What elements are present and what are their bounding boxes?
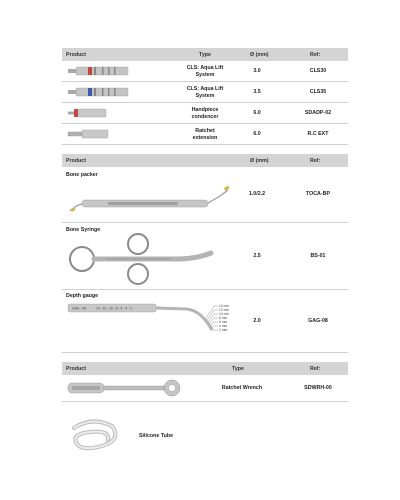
ref-cell: CLS30 xyxy=(309,68,327,74)
col-ref: Ref: xyxy=(310,52,321,58)
diameter-cell: 1.0/2.2 xyxy=(248,191,266,197)
ratchet-extension-image xyxy=(68,129,108,139)
aqua-lift-cls35-image xyxy=(68,87,128,97)
table1-row xyxy=(62,103,348,124)
silicone-tube-image xyxy=(68,414,124,464)
product-name: Depth gauge xyxy=(66,293,99,299)
col-product: Product xyxy=(66,158,87,164)
bone-syringe-image xyxy=(66,233,226,289)
scale-label: 4 mm xyxy=(219,324,228,328)
depth-gauge-image xyxy=(66,300,246,350)
diameter-cell: 2.0 xyxy=(253,318,261,324)
col-ref: Ref: xyxy=(310,366,321,372)
gauge-marks: 14 - 12 - 10 - 8 - 6 - 4 - 2 - xyxy=(96,306,134,311)
color-ring xyxy=(88,88,92,96)
ref-cell: GAG-08 xyxy=(308,318,328,324)
col-ref: Ref: xyxy=(310,158,321,164)
product-name: Bone packer xyxy=(66,172,98,178)
handpiece-condencer-image xyxy=(68,108,108,118)
type-cell: Handpiece condencer xyxy=(191,107,219,120)
scale-label: 10 mm xyxy=(219,312,230,316)
table1-header xyxy=(62,48,348,61)
aqua-lift-cls30-image xyxy=(68,66,128,76)
type-cell: Ratchet extension xyxy=(192,128,218,141)
type-cell: CLS: Aqua Lift System xyxy=(186,86,224,99)
gauge-code: GAG - 08 xyxy=(72,306,86,311)
scale-label: 6 mm xyxy=(219,320,228,324)
scale-label: 14 mm xyxy=(219,304,230,308)
ref-cell: SDADP-02 xyxy=(304,110,332,116)
col-diameter: Ø (mm) xyxy=(250,52,269,58)
ref-cell: SDWRH-00 xyxy=(304,385,332,391)
table3-header xyxy=(62,362,348,375)
color-ring xyxy=(88,67,92,75)
diameter-cell: 3.5 xyxy=(253,89,261,95)
col-type: Type xyxy=(199,52,211,58)
ref-cell: CLS35 xyxy=(309,89,327,95)
diameter-cell: 6.0 xyxy=(253,131,261,137)
table1-row xyxy=(62,82,348,103)
ref-cell: BS-01 xyxy=(310,253,326,259)
ref-cell: R.C EXT xyxy=(307,131,329,137)
table2-header xyxy=(62,154,348,167)
product-name: Bone Syringe xyxy=(66,227,101,233)
catalog-sheet xyxy=(62,48,348,462)
table2-row xyxy=(62,223,348,290)
scale-label: 2 mm xyxy=(219,328,228,332)
table2-row xyxy=(62,167,348,223)
col-product: Product xyxy=(66,366,87,372)
ratchet-wrench-image xyxy=(68,380,188,396)
table2-row xyxy=(62,290,348,353)
color-ring xyxy=(74,109,78,117)
silicone-tube-label: Silicone Tube xyxy=(139,433,174,439)
diameter-cell: 2.5 xyxy=(253,253,261,259)
col-diameter: Ø (mm) xyxy=(250,158,269,164)
table1-row xyxy=(62,61,348,82)
table3-row xyxy=(62,375,348,402)
bone-packer-image xyxy=(68,182,238,216)
type-cell: CLS: Aqua Lift System xyxy=(186,65,224,78)
diameter-cell: 6.0 xyxy=(253,110,261,116)
scale-label: 8 mm xyxy=(219,316,228,320)
type-cell: Ratchet Wrench xyxy=(221,385,263,391)
col-type: Type xyxy=(232,366,244,372)
scale-label: 12 mm xyxy=(219,308,230,312)
ref-cell: TOCA-BP xyxy=(305,191,331,197)
silicone-tube-section xyxy=(62,402,348,462)
diameter-cell: 3.0 xyxy=(253,68,261,74)
col-product: Product xyxy=(66,52,87,58)
table1-row xyxy=(62,124,348,145)
